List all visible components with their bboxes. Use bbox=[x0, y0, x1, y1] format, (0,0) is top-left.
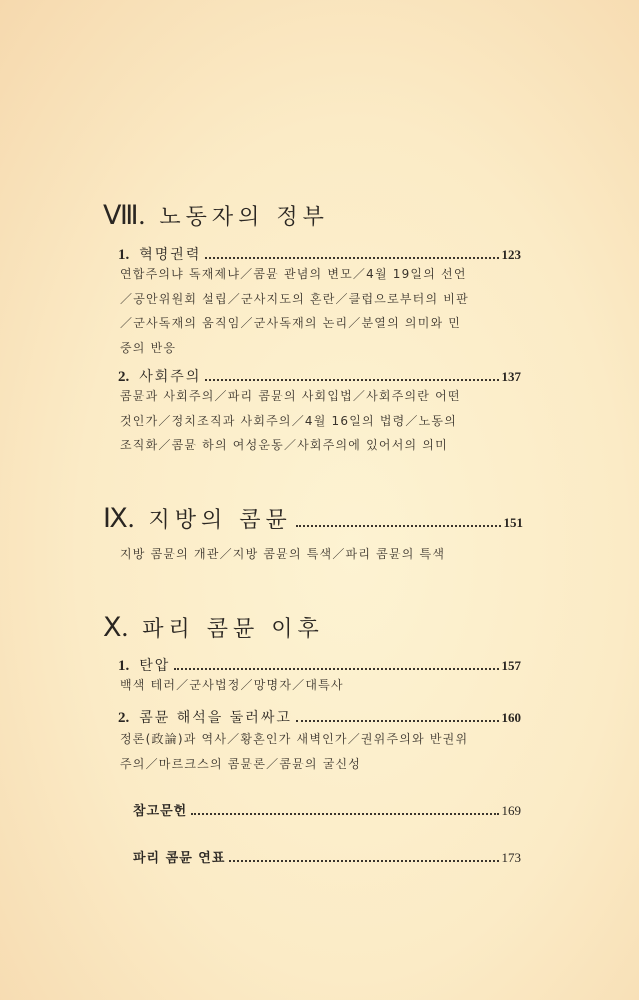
chapter-numeral: Ⅹ. bbox=[103, 612, 129, 642]
toc-entry-chronology[interactable] bbox=[133, 847, 521, 867]
section-title: 사회주의 bbox=[139, 369, 202, 385]
section-description: 정론(政論)과 역사／황혼인가 새벽인가／권위주의와 반권위주의／마르크스의 콤뮨론／콤뮨의 굴신성 bbox=[120, 732, 469, 771]
page-number: 157 bbox=[501, 658, 521, 673]
dot-leader bbox=[191, 813, 498, 815]
section-number: 1. bbox=[118, 247, 130, 263]
section-description: 백색 테러／군사법정／망명자／대특사 bbox=[120, 678, 344, 692]
section-title: 탄압 bbox=[139, 658, 171, 674]
dot-leader bbox=[205, 257, 498, 259]
appendix-title: 참고문헌 bbox=[133, 804, 188, 819]
chapter-numeral: Ⅸ. bbox=[103, 503, 135, 533]
appendix-title: 파리 콤뮨 연표 bbox=[133, 851, 226, 866]
toc-entry-8-1[interactable] bbox=[118, 244, 521, 264]
chapter-title: 파리 콤뮨 이후 bbox=[142, 617, 324, 642]
page-number: 173 bbox=[501, 850, 521, 865]
toc-entry-10-2[interactable] bbox=[118, 707, 521, 727]
toc-entry-10-1[interactable] bbox=[118, 655, 521, 675]
chapter-title: 지방의 콤뮨 bbox=[148, 508, 292, 533]
dot-leader bbox=[205, 379, 498, 381]
page-number: 151 bbox=[503, 515, 523, 530]
dot-leader bbox=[296, 525, 501, 527]
dot-leader bbox=[229, 860, 498, 862]
dot-leader bbox=[174, 668, 498, 670]
section-description: 연합주의냐 독재제냐／콤뮨 관념의 변모／4월 19일의 선언／공안위원회 설립／군사지도의 혼란／클럽으로부터의 비판／군사독재의 움직임／군사독재의 논리／분열의 의미와 민중의 반응 bbox=[120, 267, 469, 355]
section-number: 1. bbox=[118, 658, 130, 674]
chapter-heading-10[interactable] bbox=[103, 612, 523, 643]
section-number: 2. bbox=[118, 710, 130, 726]
chapter-title: 노동자의 정부 bbox=[159, 205, 329, 230]
page-number: 137 bbox=[501, 369, 521, 384]
chapter-heading-8[interactable] bbox=[103, 200, 523, 231]
toc-entry-8-2[interactable] bbox=[118, 366, 521, 386]
page-number: 123 bbox=[501, 247, 521, 262]
chapter-numeral: Ⅷ. bbox=[103, 200, 146, 230]
chapter-description: 지방 콤뮨의 개관／지방 콤뮨의 특색／파리 콤뮨의 특색 bbox=[120, 547, 446, 561]
dot-leader bbox=[296, 720, 499, 722]
section-title: 콤뮨 해석을 둘러싸고 bbox=[139, 710, 292, 726]
section-description: 콤뮨과 사회주의／파리 콤뮨의 사회입법／사회주의란 어떤 것인가／정치조직과 사회주의／4월 16일의 법령／노동의 조직화／콤뮨 하의 여성운동／사회주의에 있어서의 의미 bbox=[120, 389, 461, 452]
section-number: 2. bbox=[118, 369, 130, 385]
section-title: 혁명권력 bbox=[139, 247, 202, 263]
page-number: 160 bbox=[501, 710, 521, 725]
chapter-heading-9[interactable] bbox=[103, 503, 523, 534]
page-number: 169 bbox=[501, 803, 521, 818]
toc-entry-bibliography[interactable] bbox=[133, 800, 521, 820]
